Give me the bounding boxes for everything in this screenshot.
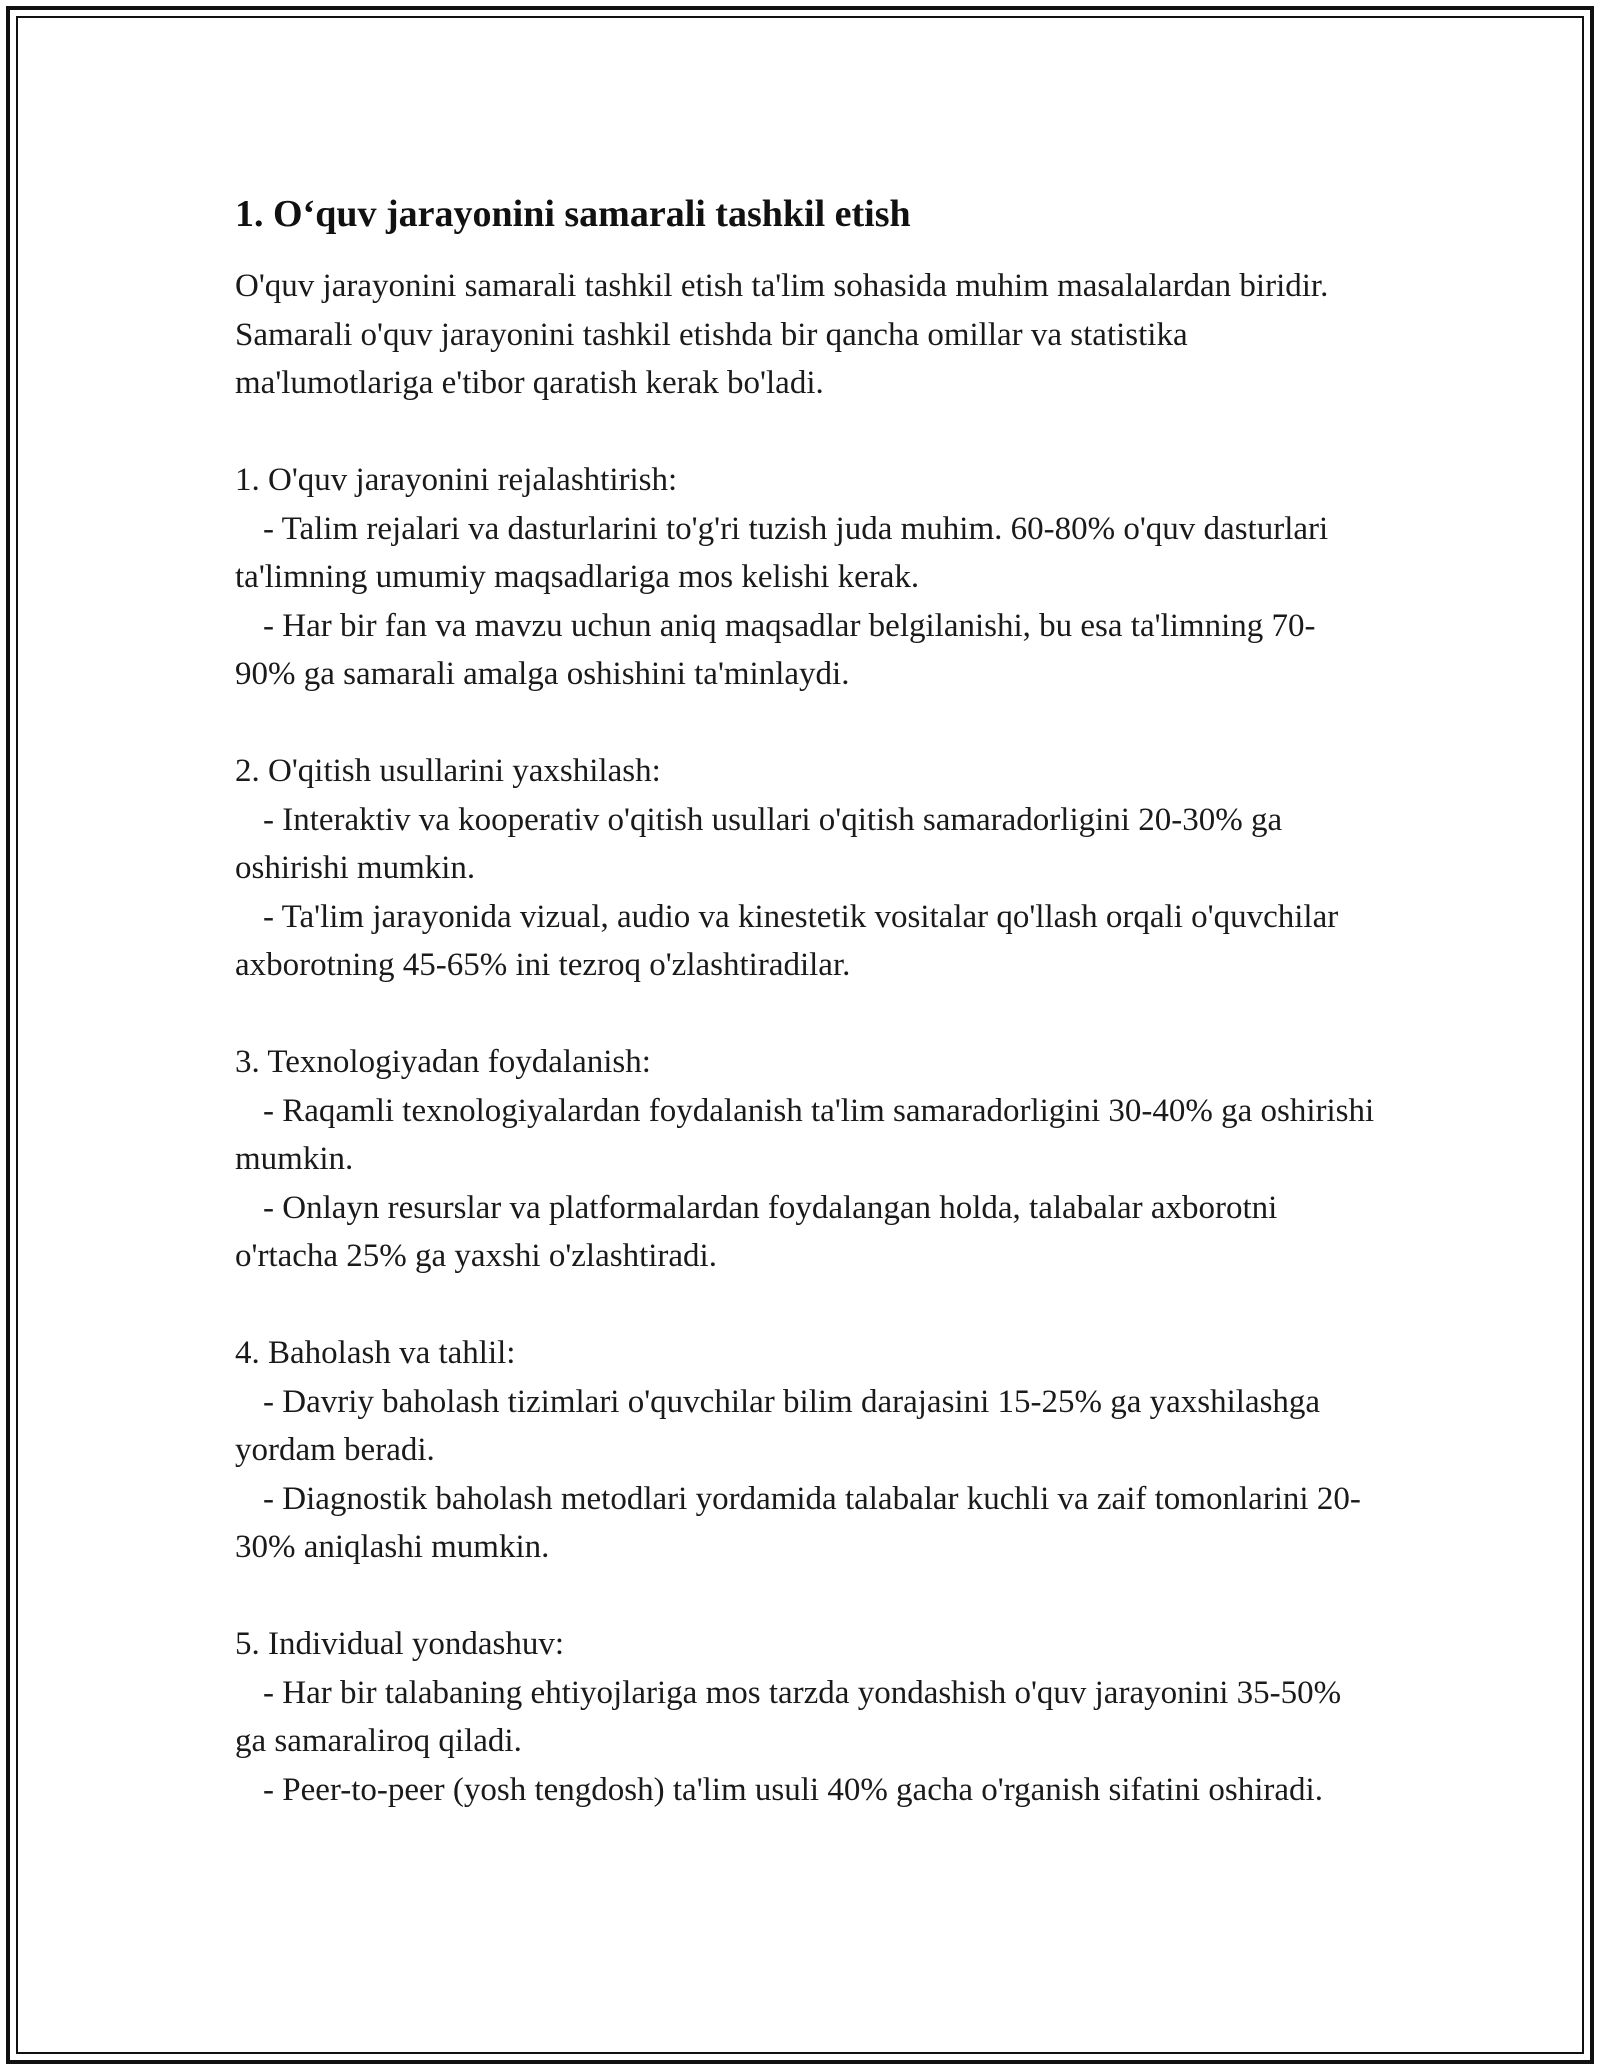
section-planning <box>235 456 1375 699</box>
section-technology <box>235 1038 1375 1281</box>
intro-paragraph: O'quv jarayonini samarali tashkil etish ta'lim sohasida muhim masalalardan biridir. Samarali o'quv jarayonini tashkil etishda bir qancha omillar va statistika ma'lumotlariga e'tibor qaratish kerak bo'ladi. <box>235 268 1329 401</box>
bullet-item: - Har bir fan va mavzu uchun aniq maqsadlar belgilanishi, bu esa ta'limning 70-90% ga samarali amalga oshishini ta'minlaydi. <box>235 607 1316 692</box>
section-heading: 5. Individual yondashuv: <box>235 1626 565 1662</box>
section-heading: 3. Texnologiyadan foydalanish: <box>235 1044 651 1080</box>
document-title: 1. O‘quv jarayonini samarali tashkil etish <box>235 193 911 235</box>
bullet-item: - Peer-to-peer (yosh tengdosh) ta'lim usuli 40% gacha o'rganish sifatini oshiradi. <box>263 1771 1323 1808</box>
bullet-item: - Interaktiv va kooperativ o'qitish usullari o'qitish samaradorligini 20-30% ga oshirishi mumkin. <box>235 801 1283 886</box>
section-individual-approach <box>235 1620 1375 1814</box>
bullet-item: - Talim rejalari va dasturlarini to'g'ri tuzish juda muhim. 60-80% o'quv dasturlari ta'limning umumiy maqsadlariga mos kelishi kerak. <box>235 510 1329 595</box>
bullet-item: - Raqamli texnologiyalardan foydalanish ta'lim samaradorligini 30-40% ga oshirishi mumkin. <box>235 1092 1375 1177</box>
section-assessment <box>235 1329 1375 1572</box>
section-teaching-methods <box>235 747 1375 990</box>
bullet-item: - Ta'lim jarayonida vizual, audio va kinestetik vositalar qo'llash orqali o'quvchilar axborotning 45-65% ini tezroq o'zlashtiradilar. <box>235 898 1339 983</box>
bullet-item: - Diagnostik baholash metodlari yordamida talabalar kuchli va zaif tomonlarini 20-30% aniqlashi mumkin. <box>235 1480 1361 1565</box>
section-heading: 2. O'qitish usullarini yaxshilash: <box>235 753 661 789</box>
bullet-item: - Har bir talabaning ehtiyojlariga mos tarzda yondashish o'quv jarayonini 35-50% ga samaraliroq qiladi. <box>235 1674 1342 1759</box>
bullet-item: - Davriy baholash tizimlari o'quvchilar bilim darajasini 15-25% ga yaxshilashga yordam beradi. <box>235 1383 1321 1468</box>
document-body <box>235 188 1375 1814</box>
section-heading: 1. O'quv jarayonini rejalashtirish: <box>235 462 678 498</box>
bullet-item: - Onlayn resurslar va platformalardan foydalangan holda, talabalar axborotni o'rtacha 25% ga yaxshi o'zlashtiradi. <box>235 1189 1278 1274</box>
section-heading: 4. Baholash va tahlil: <box>235 1335 516 1371</box>
